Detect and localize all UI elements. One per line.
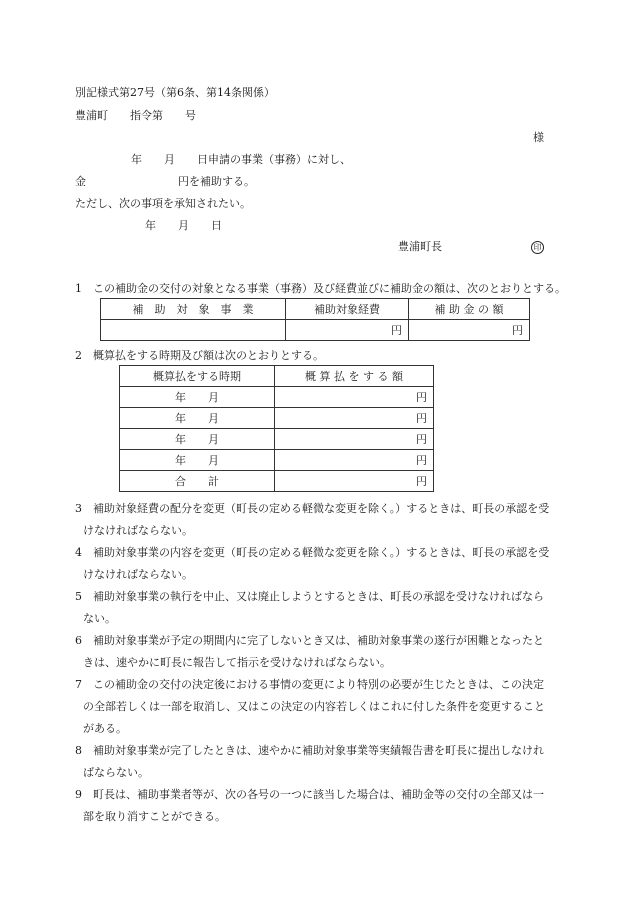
document-number: 豊浦町 指令第 号 bbox=[75, 109, 196, 122]
table-row bbox=[120, 450, 434, 471]
item-3 bbox=[75, 498, 565, 542]
prepayment-period: 年 月 bbox=[120, 387, 275, 408]
item-text: 5 補助対象事業の執行を中止、又は廃止しようとするときは、町長の承認を受けなければなら bbox=[75, 590, 544, 603]
condition-line: ただし、次の事項を承知されたい。 bbox=[75, 197, 251, 210]
seal-mark bbox=[531, 240, 544, 254]
section-2-text: 2 概算払をする時期及び額は次のとおりとする。 bbox=[75, 349, 324, 362]
amount-suffix: 円を補助する。 bbox=[178, 175, 255, 188]
request-line: 年 月 日申請の事業（事務）に対し、 bbox=[131, 153, 351, 166]
prepayment-total-label: 合 計 bbox=[120, 471, 275, 492]
item-text: 8 補助対象事業が完了したときは、速やかに補助対象事業等実績報告書を町長に提出しなけれ bbox=[75, 744, 544, 757]
prepayment-table-header: 概算払をする時期 bbox=[120, 366, 275, 387]
subsidy-table-header: 補 助 対 象 事 業 bbox=[101, 299, 286, 320]
prepayment-amount: 円 bbox=[275, 450, 434, 471]
table-row bbox=[120, 387, 434, 408]
item-text: 7 この補助金の交付の決定後における事情の変更により特別の必要が生じたときは、この決定 bbox=[75, 678, 544, 691]
item-continuation: ない。 bbox=[83, 612, 116, 625]
table-row bbox=[120, 471, 434, 492]
prepayment-amount: 円 bbox=[275, 408, 434, 429]
item-continuation: 部を取り消すことができる。 bbox=[83, 810, 226, 823]
item-text: 4 補助対象事業の内容を変更（町長の定める軽微な変更を除く。）するときは、町長の承認を受 bbox=[75, 546, 550, 559]
item-7 bbox=[75, 674, 565, 740]
item-continuation: けなければならない。 bbox=[83, 524, 193, 537]
item-5 bbox=[75, 586, 565, 630]
prepayment-amount: 円 bbox=[275, 387, 434, 408]
subsidy-table-header: 補助対象経費 bbox=[286, 299, 409, 320]
item-continuation: がある。 bbox=[83, 722, 127, 735]
subsidy-table-cell bbox=[101, 320, 286, 341]
prepayment-period: 年 月 bbox=[120, 429, 275, 450]
seal-icon: 印 bbox=[531, 241, 544, 254]
form-title: 別記様式第27号（第6条、第14条関係） bbox=[75, 86, 275, 99]
subsidy-table-cell: 円 bbox=[409, 320, 530, 341]
item-continuation: けなければならない。 bbox=[83, 568, 193, 581]
amount-prefix: 金 bbox=[75, 175, 86, 188]
item-6 bbox=[75, 630, 565, 674]
item-text: 9 町長は、補助事業者等が、次の各号の一つに該当した場合は、補助金等の交付の全部又は一 bbox=[75, 788, 544, 801]
subsidy-table-header: 補 助 金 の 額 bbox=[409, 299, 530, 320]
prepayment-period: 年 月 bbox=[120, 408, 275, 429]
prepayment-amount: 円 bbox=[275, 429, 434, 450]
prepayment-table-header: 概 算 払 を す る 額 bbox=[275, 366, 434, 387]
issuer-name: 豊浦町長 bbox=[398, 240, 442, 253]
item-continuation: ばならない。 bbox=[83, 766, 149, 779]
item-9 bbox=[75, 784, 565, 828]
table-row bbox=[120, 408, 434, 429]
subsidy-table-cell: 円 bbox=[286, 320, 409, 341]
addressee-suffix: 様 bbox=[533, 131, 544, 144]
prepayment-total-amount: 円 bbox=[275, 471, 434, 492]
item-8 bbox=[75, 740, 565, 784]
table-row bbox=[120, 429, 434, 450]
item-text: 6 補助対象事業が予定の期間内に完了しないとき又は、補助対象事業の遂行が困難となったと bbox=[75, 634, 544, 647]
item-continuation: の全部若しくは一部を取消し、又はこの決定の内容若しくはこれに付した条件を変更すること bbox=[83, 700, 545, 713]
item-4 bbox=[75, 542, 565, 586]
prepayment-table bbox=[119, 365, 434, 492]
issue-date: 年 月 日 bbox=[145, 219, 222, 232]
section-1-text: 1 この補助金の交付の対象となる事業（事務）及び経費並びに補助金の額は、次のとおりとする。 bbox=[75, 282, 566, 295]
item-continuation: きは、速やかに町長に報告して指示を受けなければならない。 bbox=[83, 656, 391, 669]
subsidy-table bbox=[100, 298, 530, 341]
item-text: 3 補助対象経費の配分を変更（町長の定める軽微な変更を除く。）するときは、町長の承認を受 bbox=[75, 502, 550, 515]
prepayment-period: 年 月 bbox=[120, 450, 275, 471]
